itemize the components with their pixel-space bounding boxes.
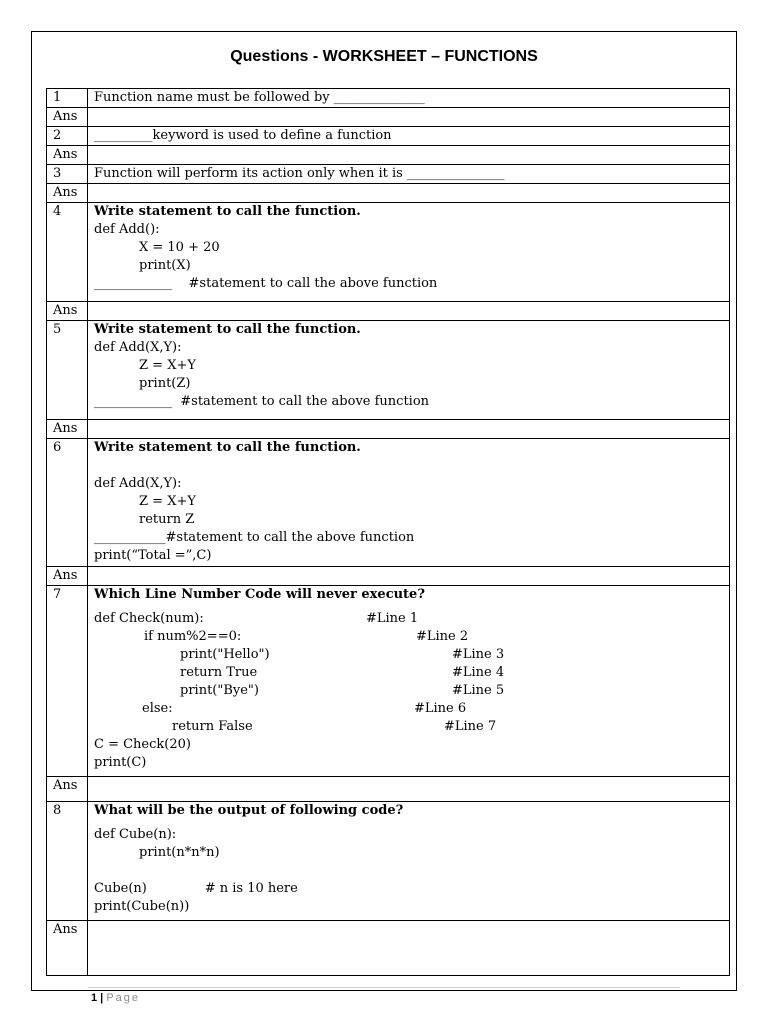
answer-row-2 — [47, 146, 730, 165]
question-row-8 — [47, 802, 730, 921]
answer-cell[interactable] — [88, 567, 730, 586]
ans-label: Ans — [47, 420, 88, 439]
fill-blank: _________ — [94, 128, 153, 143]
line-label: #Line 2 — [416, 629, 469, 644]
code-line: print(Cube(n)) — [94, 899, 190, 914]
answer-cell[interactable] — [88, 302, 730, 321]
ans-label: Ans — [47, 146, 88, 165]
ans-label: Ans — [47, 567, 88, 586]
answer-row-3 — [47, 184, 730, 203]
ans-label: Ans — [47, 108, 88, 127]
code-line: X = 10 + 20 — [139, 240, 220, 255]
code-line-row — [94, 664, 729, 682]
answer-cell[interactable] — [88, 146, 730, 165]
answer-row-6 — [47, 567, 730, 586]
worksheet-table — [46, 88, 730, 976]
code-line: Z = X+Y — [139, 358, 196, 373]
question-1-text: Function name must be followed by — [94, 90, 334, 105]
code-line: return False — [172, 719, 253, 734]
answer-cell[interactable] — [88, 921, 730, 976]
answer-cell[interactable] — [88, 420, 730, 439]
question-3-text: Function will perform its action only when it is — [94, 166, 407, 181]
code-line: print(C) — [94, 755, 147, 770]
code-line: def Check(num): — [94, 611, 204, 626]
line-label: #Line 4 — [452, 665, 505, 680]
code-line: ____________ #statement to call the above function — [94, 276, 438, 291]
line-label: #Line 1 — [366, 611, 419, 626]
question-number: 2 — [47, 127, 88, 146]
line-label: #Line 5 — [452, 683, 505, 698]
code-line: if num%2==0: — [144, 629, 242, 644]
question-row-1 — [47, 89, 730, 108]
code-line: print(n*n*n) — [139, 845, 220, 860]
code-line-row — [94, 682, 729, 700]
fill-blank: _______________ — [406, 166, 505, 181]
question-row-7 — [47, 586, 730, 777]
question-number: 1 — [47, 89, 88, 108]
page-word: Page — [106, 992, 141, 1004]
code-line: C = Check(20) — [94, 737, 191, 752]
question-2-text: keyword is used to define a function — [152, 128, 392, 143]
code-line-row — [94, 718, 729, 736]
answer-cell[interactable] — [88, 184, 730, 203]
code-line: ____________ #statement to call the above function — [94, 394, 430, 409]
line-label: #Line 7 — [444, 719, 497, 734]
question-heading: Write statement to call the function. — [94, 440, 361, 455]
question-heading: Write statement to call the function. — [94, 322, 361, 337]
answer-row-1 — [47, 108, 730, 127]
code-line: print(Z) — [139, 376, 191, 391]
question-number: 3 — [47, 165, 88, 184]
question-number: 4 — [47, 203, 88, 302]
code-line-row — [94, 700, 729, 718]
question-number: 8 — [47, 802, 88, 921]
answer-row-7 — [47, 777, 730, 802]
code-line: def Add(X,Y): — [94, 340, 182, 355]
question-body — [88, 321, 730, 420]
answer-row-8 — [47, 921, 730, 976]
question-heading: What will be the output of following code? — [94, 803, 404, 818]
code-line: print("Bye") — [180, 683, 259, 698]
question-row-2 — [47, 127, 730, 146]
spacer — [94, 457, 729, 475]
code-line: def Cube(n): — [94, 827, 177, 842]
spacer — [94, 862, 729, 880]
ans-label: Ans — [47, 302, 88, 321]
question-text — [88, 165, 730, 184]
code-line: Z = X+Y — [139, 494, 196, 509]
code-line: def Add(X,Y): — [94, 476, 182, 491]
code-line: print(“Total =”,C) — [94, 548, 212, 563]
question-number: 5 — [47, 321, 88, 420]
question-row-3 — [47, 165, 730, 184]
ans-label: Ans — [47, 921, 88, 976]
ans-label: Ans — [47, 184, 88, 203]
question-heading: Write statement to call the function. — [94, 204, 361, 219]
answer-cell[interactable] — [88, 777, 730, 802]
question-text — [88, 89, 730, 108]
ans-label: Ans — [47, 777, 88, 802]
code-line-row — [94, 646, 729, 664]
question-text — [88, 127, 730, 146]
footer-divider — [88, 987, 680, 988]
question-body — [88, 203, 730, 302]
question-row-5 — [47, 321, 730, 420]
question-body — [88, 586, 730, 777]
question-body — [88, 439, 730, 567]
code-line-row — [94, 610, 729, 628]
question-heading: Which Line Number Code will never execute? — [94, 587, 425, 602]
footer-separator: | — [97, 992, 107, 1004]
answer-row-4 — [47, 302, 730, 321]
line-label: #Line 3 — [452, 647, 505, 662]
code-line: return True — [180, 665, 258, 680]
question-number: 7 — [47, 586, 88, 777]
code-line: return Z — [139, 512, 195, 527]
worksheet-title: Questions - WORKSHEET – FUNCTIONS — [230, 48, 538, 65]
code-line-row — [94, 628, 729, 646]
code-line: Cube(n) # n is 10 here — [94, 881, 298, 896]
code-line: def Add(): — [94, 222, 160, 237]
code-line: else: — [142, 701, 173, 716]
page-footer — [91, 992, 140, 1004]
question-number: 6 — [47, 439, 88, 567]
line-label: #Line 6 — [414, 701, 467, 716]
fill-blank: ______________ — [333, 90, 425, 105]
page-number: 1 — [91, 992, 98, 1004]
answer-cell[interactable] — [88, 108, 730, 127]
answer-row-5 — [47, 420, 730, 439]
code-line: print(X) — [139, 258, 191, 273]
question-row-4 — [47, 203, 730, 302]
code-line: ___________#statement to call the above function — [94, 530, 415, 545]
question-body — [88, 802, 730, 921]
code-line: print("Hello") — [180, 647, 270, 662]
question-row-6 — [47, 439, 730, 567]
